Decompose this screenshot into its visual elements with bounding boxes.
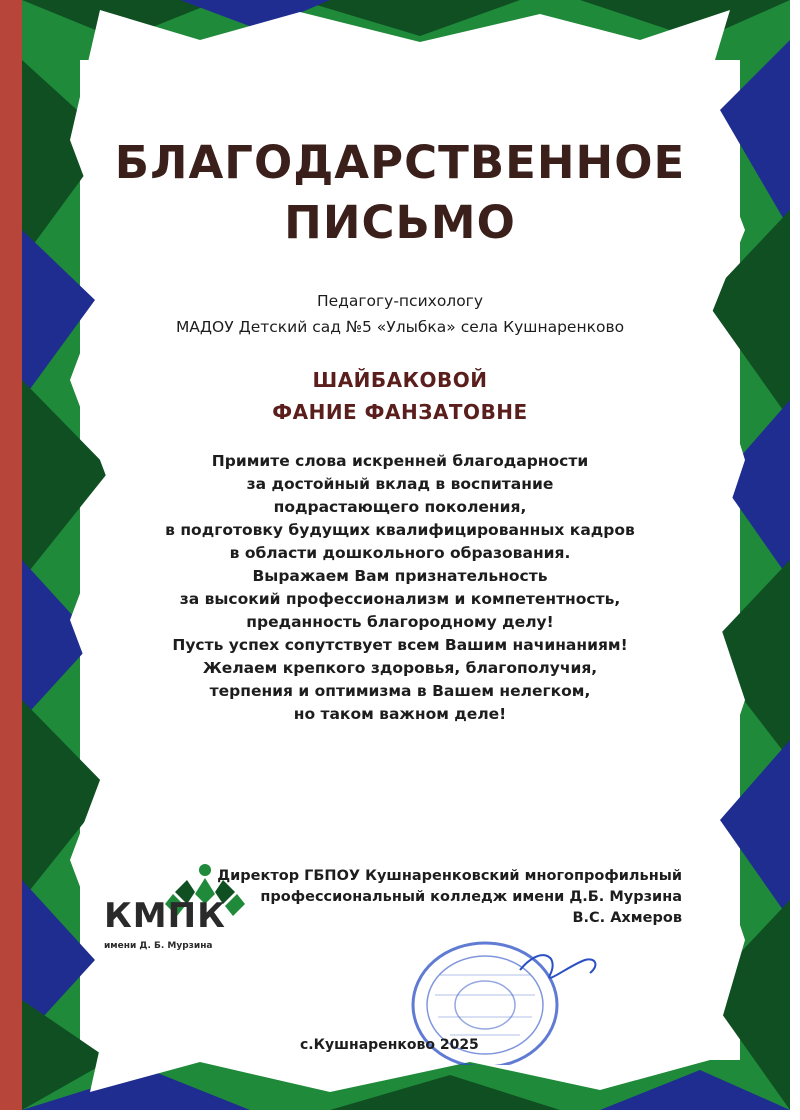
title-line-1: БЛАГОДАРСТВЕННОЕ [114, 136, 686, 189]
recipient-organization: МАДОУ Детский сад №5 «Улыбка» села Кушнаренково [175, 318, 625, 336]
body-line: за достойный вклад в воспитание [246, 475, 554, 493]
body-line: Желаем крепкого здоровья, благополучия, [202, 659, 598, 677]
recipient-position: Педагогу-психологу [316, 292, 484, 310]
body-line: Примите слова искренней благодарности [211, 452, 589, 470]
body-line: но таком важном деле! [293, 705, 507, 723]
body-line: преданность благородному делу! [246, 613, 554, 631]
place-and-date: с.Кушнаренково 2025 [300, 1037, 479, 1053]
body-line: Выражаем Вам признательность [252, 567, 548, 585]
signature-name: В.С. Ахмеров [572, 910, 682, 926]
title-line-2: ПИСЬМО [284, 196, 516, 249]
signature-line-1: Директор ГБПОУ Кушнаренковский многопрофильный [217, 868, 682, 884]
signature-line-2: профессиональный колледж имени Д.Б. Мурзина [260, 889, 682, 905]
body-line: подрастающего поколения, [273, 498, 527, 516]
recipient-surname: ШАЙБАКОВОЙ [312, 368, 488, 392]
logo-abbreviation: КМПК [104, 896, 226, 936]
body-line: за высокий профессионализм и компетентность, [179, 590, 621, 608]
body-line: в области дошкольного образования. [229, 544, 571, 562]
recipient-given-names: ФАНИЕ ФАНЗАТОВНЕ [272, 400, 528, 424]
logo-subtitle: имени Д. Б. Мурзина [104, 941, 213, 951]
body-line: Пусть успех сопутствует всем Вашим начинаниям! [172, 636, 628, 654]
body-line: терпения и оптимизма в Вашем нелегком, [209, 682, 591, 700]
body-line: в подготовку будущих квалифицированных кадров [165, 521, 635, 539]
